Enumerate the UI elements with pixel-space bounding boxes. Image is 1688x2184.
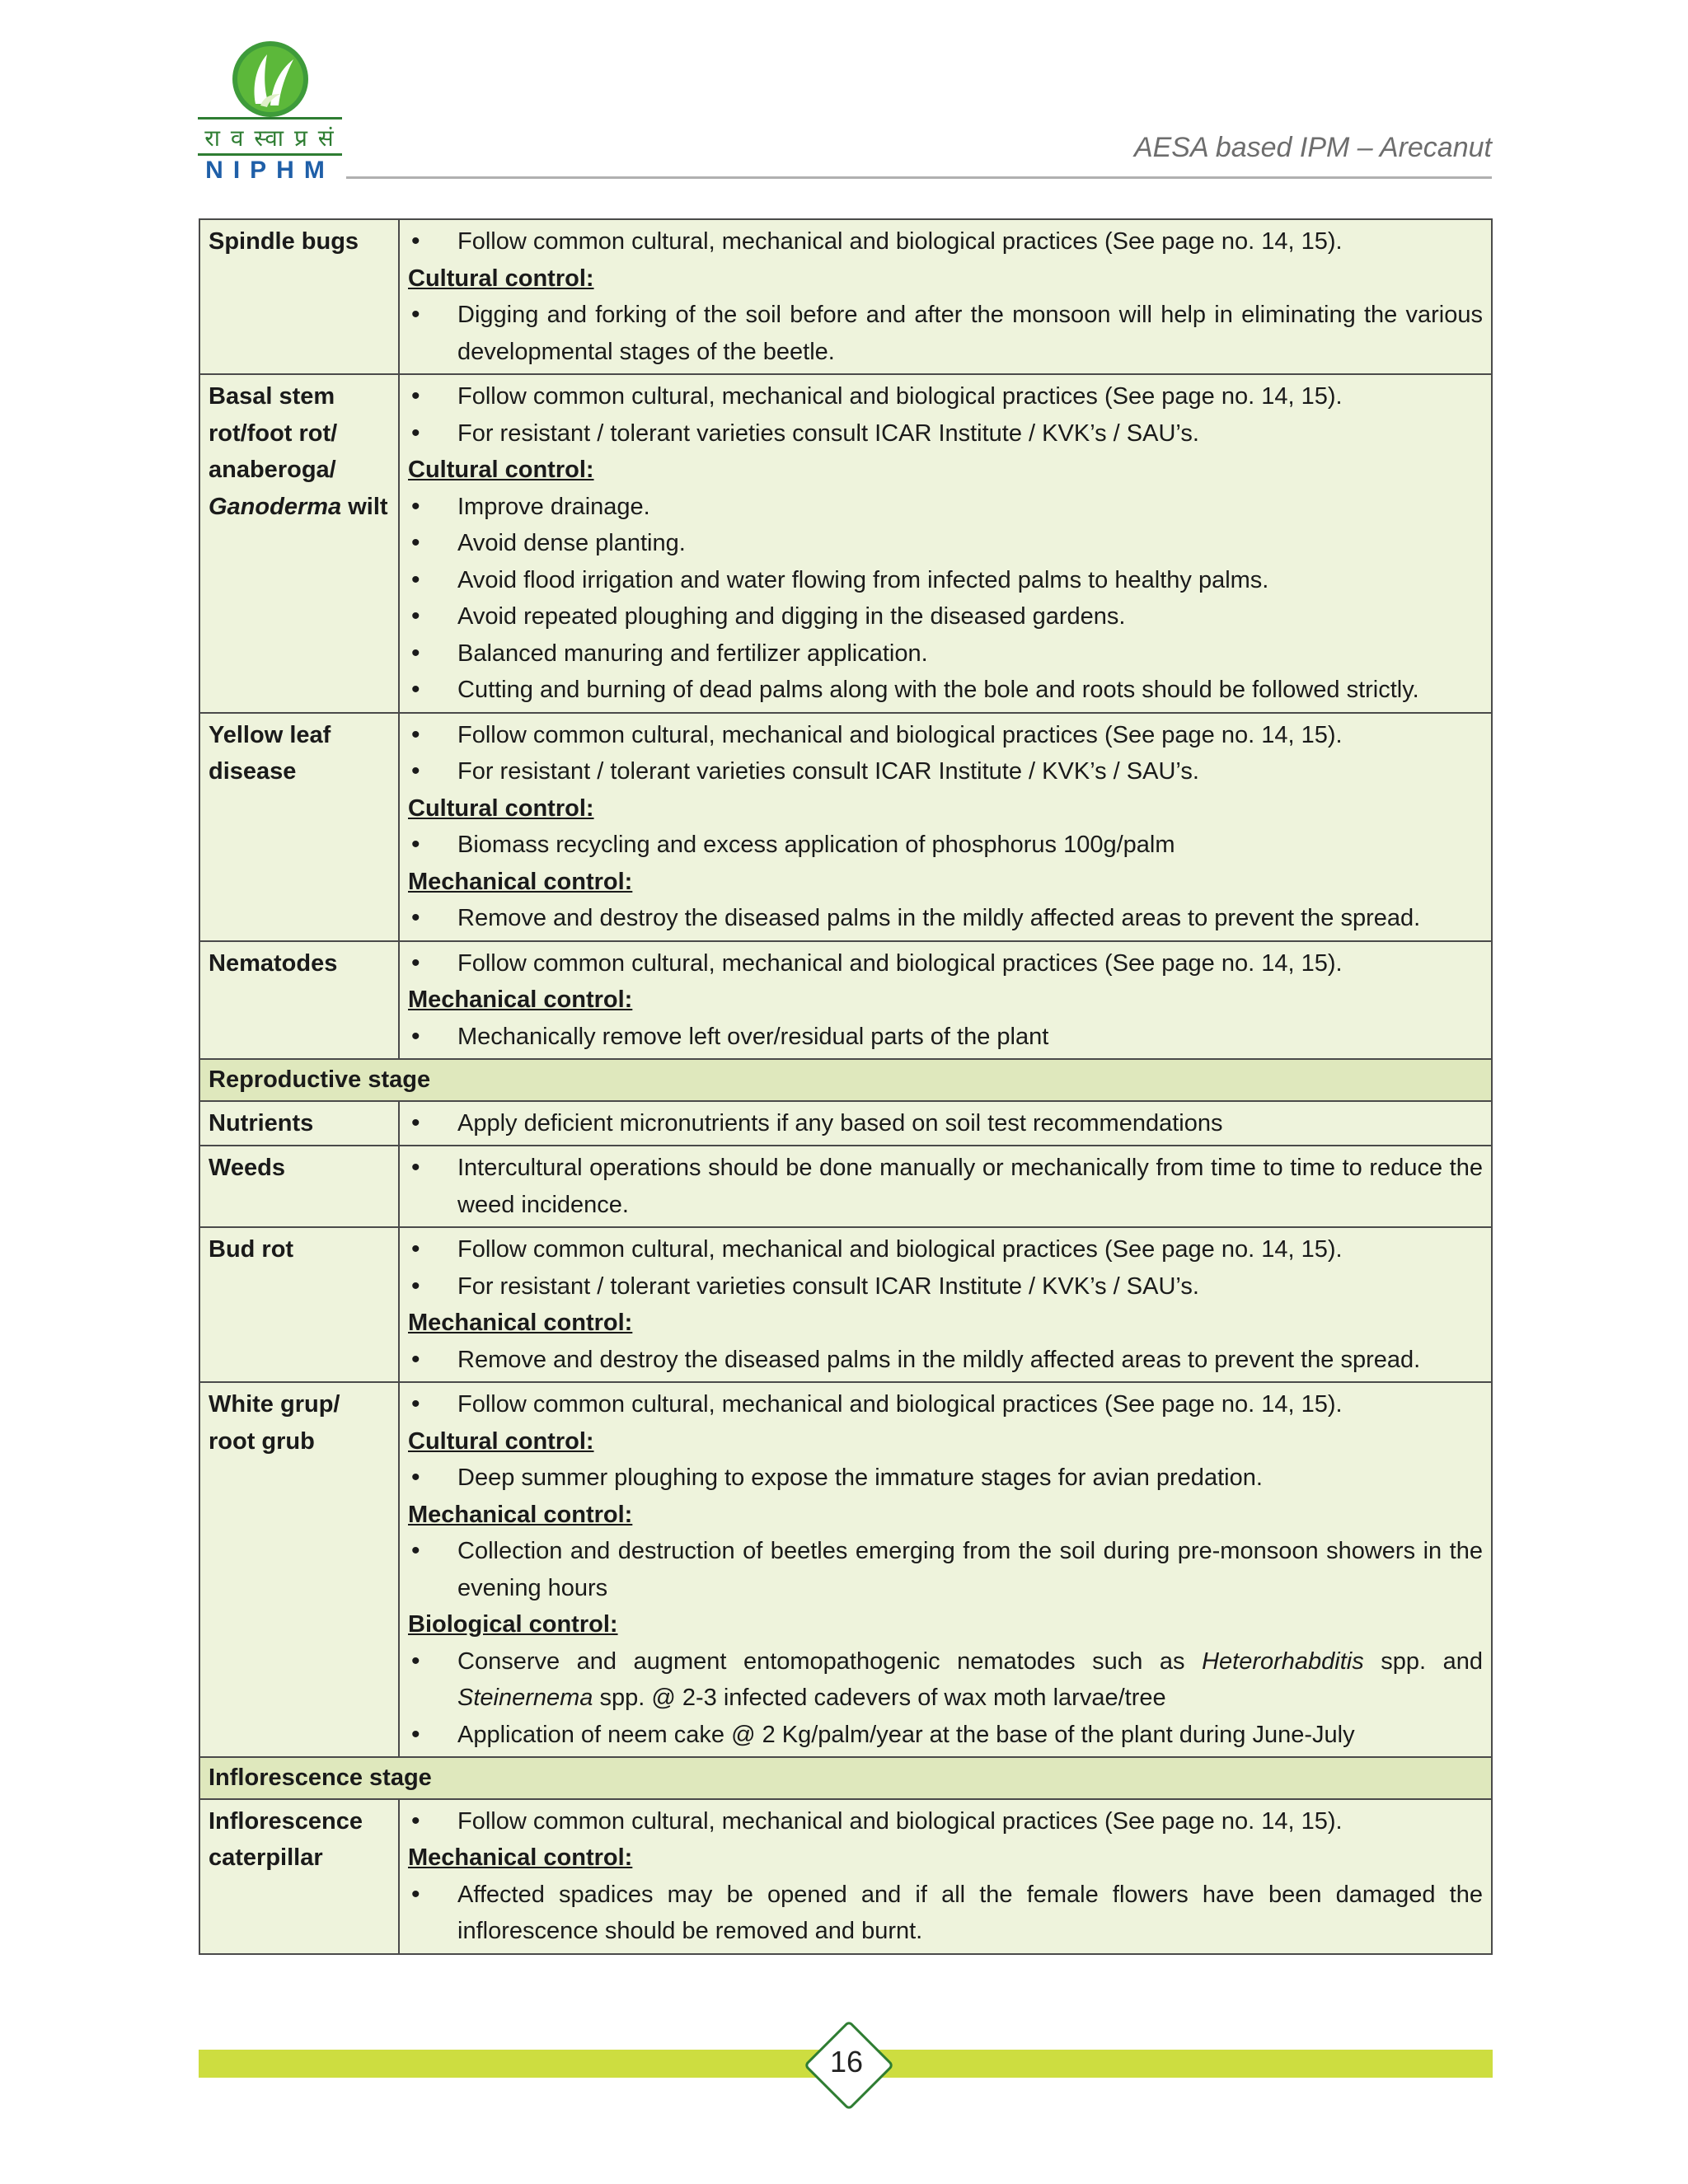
practices-cell xyxy=(399,941,1492,1060)
logo-rule-bottom xyxy=(198,153,342,156)
table-row xyxy=(199,1101,1492,1146)
pest-label-italic: Ganoderma xyxy=(209,493,342,520)
bullet-item: • Remove and destroy the diseased palms in the mildly affected areas to prevent the spread. xyxy=(408,1342,1483,1379)
pest-label xyxy=(199,1146,399,1227)
bullet-item: • Follow common cultural, mechanical and biological practices (See page no. 14, 15). xyxy=(408,1386,1483,1423)
pest-label-text: Inflorescence caterpillar xyxy=(209,1807,363,1871)
pest-label xyxy=(199,713,399,941)
logo-english-text: NIPHM xyxy=(205,157,335,184)
control-subheading: Mechanical control: xyxy=(408,1310,633,1336)
pest-label-text: Yellow leaf disease xyxy=(209,721,331,785)
leaf-emblem-icon xyxy=(231,40,310,119)
stage-heading: Inflorescence stage xyxy=(199,1757,1492,1799)
pest-label xyxy=(199,941,399,1060)
table-row xyxy=(199,219,1492,374)
bullet-item: • Balanced manuring and fertilizer application. xyxy=(408,635,1483,673)
pest-label xyxy=(199,1799,399,1954)
bullet-item: • Follow common cultural, mechanical and biological practices (See page no. 14, 15). xyxy=(408,1803,1483,1840)
pest-label xyxy=(199,1227,399,1382)
pest-label xyxy=(199,219,399,374)
pest-label-text: Basal stem rot/foot rot/ anaberoga/ xyxy=(209,383,338,483)
header-divider xyxy=(346,176,1492,179)
bullet-item: • Biomass recycling and excess application of phosphorus 100g/palm xyxy=(408,827,1483,864)
pest-label-text: Spindle bugs xyxy=(209,228,359,255)
table-row xyxy=(199,1382,1492,1757)
control-subheading: Cultural control: xyxy=(408,457,594,483)
practices-cell xyxy=(399,1799,1492,1954)
control-subheading: Cultural control: xyxy=(408,265,594,292)
bullet-text: spp. and xyxy=(1363,1647,1483,1675)
bullet-item: • Follow common cultural, mechanical and biological practices (See page no. 14, 15). xyxy=(408,1231,1483,1268)
species-name: Heterorhabditis xyxy=(1202,1647,1364,1675)
bullet-item: • Intercultural operations should be done manually or mechanically from time to time to reduce the weed incidence. xyxy=(408,1150,1483,1223)
control-subheading: Cultural control: xyxy=(408,1427,594,1455)
practices-cell xyxy=(399,713,1492,941)
table-row xyxy=(199,1227,1492,1382)
control-subheading: Mechanical control: xyxy=(408,987,633,1013)
bullet-item: • Avoid flood irrigation and water flowing from infected palms to healthy palms. xyxy=(408,562,1483,599)
bullet-item: • Deep summer ploughing to expose the immature stages for avian predation. xyxy=(408,1460,1483,1497)
table-row xyxy=(199,713,1492,941)
pest-label-suffix: wilt xyxy=(341,493,388,520)
bullet-item: • Mechanically remove left over/residual parts of the plant xyxy=(408,1019,1483,1056)
bullet-item: • Improve drainage. xyxy=(408,489,1483,526)
table-row xyxy=(199,1146,1492,1227)
pest-label xyxy=(199,1101,399,1146)
bullet-item xyxy=(408,1643,1483,1717)
table-row xyxy=(199,941,1492,1060)
pest-label xyxy=(199,374,399,713)
bullet-text: spp. @ 2-3 infected cadevers of wax moth larvae/tree xyxy=(593,1685,1166,1711)
niphm-logo xyxy=(198,40,342,184)
pest-label-text: Nematodes xyxy=(209,949,338,977)
bullet-item: • Digging and forking of the soil before and after the monsoon will help in eliminating the various developmental stages of the beetle. xyxy=(408,297,1483,370)
bullet-item: • Collection and destruction of beetles emerging from the soil during pre-monsoon showers in the evening hours xyxy=(408,1533,1483,1606)
table-body xyxy=(199,219,1492,1954)
pest-label-text: White grup/ root grub xyxy=(209,1391,340,1455)
logo-hindi-text: रा व स्वा प्र सं xyxy=(204,124,335,152)
bullet-item: • Apply deficient micronutrients if any based on soil test recommendations xyxy=(408,1105,1483,1142)
control-subheading: Cultural control: xyxy=(408,794,594,822)
bullet-item: • Remove and destroy the diseased palms in the mildly affected areas to prevent the spread. xyxy=(408,900,1483,937)
pest-label-text: Nutrients xyxy=(209,1109,314,1137)
table-row xyxy=(199,1799,1492,1954)
practices-cell xyxy=(399,1227,1492,1382)
bullet-item: • For resistant / tolerant varieties consult ICAR Institute / KVK’s / SAU’s. xyxy=(408,415,1483,452)
bullet-item: • Follow common cultural, mechanical and biological practices (See page no. 14, 15). xyxy=(408,223,1483,260)
control-subheading: Mechanical control: xyxy=(408,1844,633,1871)
bullet-item: • For resistant / tolerant varieties consult ICAR Institute / KVK’s / SAU’s. xyxy=(408,753,1483,790)
page-number-badge xyxy=(804,2020,889,2106)
bullet-item: • Avoid dense planting. xyxy=(408,525,1483,562)
pest-label-text: Weeds xyxy=(209,1155,285,1181)
species-name: Steinernema xyxy=(457,1685,593,1711)
practices-cell xyxy=(399,1146,1492,1227)
practices-cell xyxy=(399,1382,1492,1757)
bullet-text: Conserve and augment entomopathogenic nematodes such as xyxy=(457,1647,1203,1675)
bullet-item: • Avoid repeated ploughing and digging in the diseased gardens. xyxy=(408,598,1483,635)
practices-cell xyxy=(399,374,1492,713)
bullet-item: • For resistant / tolerant varieties consult ICAR Institute / KVK’s / SAU’s. xyxy=(408,1268,1483,1305)
bullet-item: • Follow common cultural, mechanical and biological practices (See page no. 14, 15). xyxy=(408,378,1483,415)
practices-cell xyxy=(399,1101,1492,1146)
pest-label-text: Bud rot xyxy=(209,1236,294,1263)
table-row xyxy=(199,374,1492,713)
bullet-item: • Application of neem cake @ 2 Kg/palm/year at the base of the plant during June-July xyxy=(408,1717,1483,1754)
control-subheading: Mechanical control: xyxy=(408,1501,633,1528)
practices-cell xyxy=(399,219,1492,374)
page-header-title: AESA based IPM – Arecanut xyxy=(1133,132,1492,163)
logo-rule-top xyxy=(198,117,342,120)
control-subheading: Biological control: xyxy=(408,1611,618,1638)
stage-heading: Reproductive stage xyxy=(199,1059,1492,1101)
control-subheading: Mechanical control: xyxy=(408,868,633,895)
bullet-item: • Affected spadices may be opened and if all the female flowers have been damaged the inflorescence should be removed and burnt. xyxy=(408,1877,1483,1950)
page-number: 16 xyxy=(829,2045,864,2079)
stage-row xyxy=(199,1059,1492,1101)
bullet-item: • Cutting and burning of dead palms along with the bole and roots should be followed strictly. xyxy=(408,672,1483,709)
pest-label xyxy=(199,1382,399,1757)
bullet-item: • Follow common cultural, mechanical and biological practices (See page no. 14, 15). xyxy=(408,945,1483,982)
stage-row xyxy=(199,1757,1492,1799)
ipm-practices-table xyxy=(199,218,1493,1955)
bullet-item: • Follow common cultural, mechanical and biological practices (See page no. 14, 15). xyxy=(408,717,1483,754)
